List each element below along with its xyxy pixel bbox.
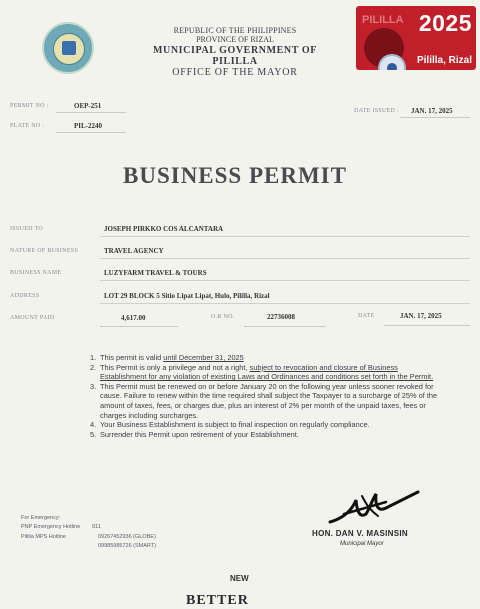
term-item: 5. Surrender this Permit upon retirement of your Establishment. [90, 429, 299, 439]
header-office: OFFICE OF THE MAYOR [172, 67, 298, 78]
badge-logo-backdrop [364, 28, 404, 68]
business-name-label: BUSINESS NAME [10, 270, 62, 276]
address-value: LOT 29 BLOCK 5 Sitio Lipat Lipat, Hulo, Pililla, Rizal [104, 292, 270, 300]
footer-better: BETTER [186, 593, 249, 608]
term-5-text: Surrender this Permit upon retirement of your Establishment. [100, 429, 299, 439]
signatory-name: HON. DAN V. MASINSIN [312, 529, 408, 538]
amount-label: AMOUNT PAID [10, 315, 55, 321]
amount-value: 4,617.00 [121, 314, 146, 322]
plate-no-underline [56, 132, 126, 133]
badge-year: 2025 [418, 10, 472, 36]
term-4-text: Your Business Establishment is subject to final inspection on regularly compliance. [100, 420, 370, 430]
or-no-label: O.R NO. [211, 314, 235, 320]
amount-underline [100, 326, 178, 327]
date-value: JAN. 17, 2025 [400, 312, 442, 320]
issued-to-label: ISSUED TO [10, 226, 43, 232]
date-underline [384, 325, 470, 326]
badge-ghost-text: PILILLA [362, 14, 404, 26]
term-1-text: This permit is valid [100, 353, 164, 362]
emergency-title: For Emergency: [21, 515, 61, 521]
address-label: ADDRESS [10, 293, 40, 299]
term-2-underlined: subject to revocation and closure of Business Establishment for any violation of existing Laws and Ordinances and conditions set forth in the Permit. [100, 362, 434, 382]
pnp-hotline-label: PNP Emergency Hotline [21, 524, 81, 530]
municipal-logo-icon [378, 54, 406, 70]
pnp-hotline-number: 911 [92, 524, 101, 530]
term-item: 2. This Permit is only a privilege and not a right, subject to revocation and closure of Business Establishment for any violation of existing Laws and Ordinances and conditions set forth in the Permit. [90, 362, 434, 382]
term-3-text: This Permit must be renewed on or before January 20 on the following year unless sooner revoked for cause. Failure to renew within the time required shall subject the Taxpayer to a surcharge of 25% of the amount of taxes, fees, or charges due, plus an interest of 2% per month of the unpaid taxes, fees or charges including surcharges. [100, 381, 438, 420]
or-no-underline [244, 326, 326, 327]
business-name-value: LUZYFARM TRAVEL & TOURS [104, 269, 207, 277]
plate-no-value: PIL-2240 [74, 122, 102, 130]
permit-no-underline [56, 112, 126, 113]
term-item: 3. This Permit must be renewed on or before January 20 on the following year unless sooner revoked for cause. Failure to renew within the time required shall subject the Taxpayer to a surcharge of 25% of the amount of taxes, fees, or charges due, plus an interest of 2% per month of the unpaid taxes, fees or charges including surcharges. [90, 381, 438, 420]
or-no-value: 22736008 [267, 313, 295, 321]
date-issued-value: JAN. 17, 2025 [411, 107, 453, 115]
footer-new: NEW [230, 574, 249, 583]
municipal-seal-icon [42, 22, 94, 74]
date-label: DATE [358, 313, 375, 319]
date-issued-label: DATE ISSUED : [354, 108, 399, 114]
year-badge [356, 6, 476, 70]
address-underline [100, 303, 470, 304]
business-name-underline [100, 280, 470, 281]
plate-no-label: PLATE NO : [10, 123, 45, 129]
issued-to-value: JOSEPH PIRKKO COS ALCANTARA [104, 225, 224, 233]
permit-terms [90, 353, 440, 439]
signatory-role: Municipal Mayor [340, 541, 384, 547]
nature-value: TRAVEL AGENCY [104, 247, 164, 255]
mayor-signature [326, 488, 422, 530]
term-item: 1. This permit is valid until December 31, 2025 [90, 353, 244, 362]
term-2-text: This Permit is only a privilege and not a right, [100, 362, 250, 372]
mps-hotline-label: Pililla MPS Hotline [21, 534, 66, 540]
nature-label: NATURE OF BUSINESS [10, 248, 79, 254]
issued-to-underline [100, 236, 470, 237]
header-government: MUNICIPAL GOVERNMENT OF PILILLA [153, 45, 317, 67]
badge-place: Pililla, Rizal [416, 55, 472, 66]
header-country: REPUBLIC OF THE PHILIPPINES [173, 26, 297, 35]
term-1-validity: until December 31, 2025 [163, 353, 244, 362]
header-province: PROVINCE OF RIZAL [196, 35, 274, 44]
permit-no-value: OEP-251 [74, 102, 102, 110]
nature-underline [100, 258, 470, 259]
term-item: 4. Your Business Establishment is subject to final inspection on regularly compliance. [90, 420, 370, 430]
page-title: BUSINESS PERMIT [123, 163, 347, 188]
mps-hotline-number-globe: 09267452936 (GLOBE) [98, 534, 156, 540]
date-issued-underline [400, 117, 470, 118]
mps-hotline-number-smart: 09985985726 (SMART) [98, 543, 156, 549]
permit-no-label: PERMIT NO : [10, 103, 49, 109]
